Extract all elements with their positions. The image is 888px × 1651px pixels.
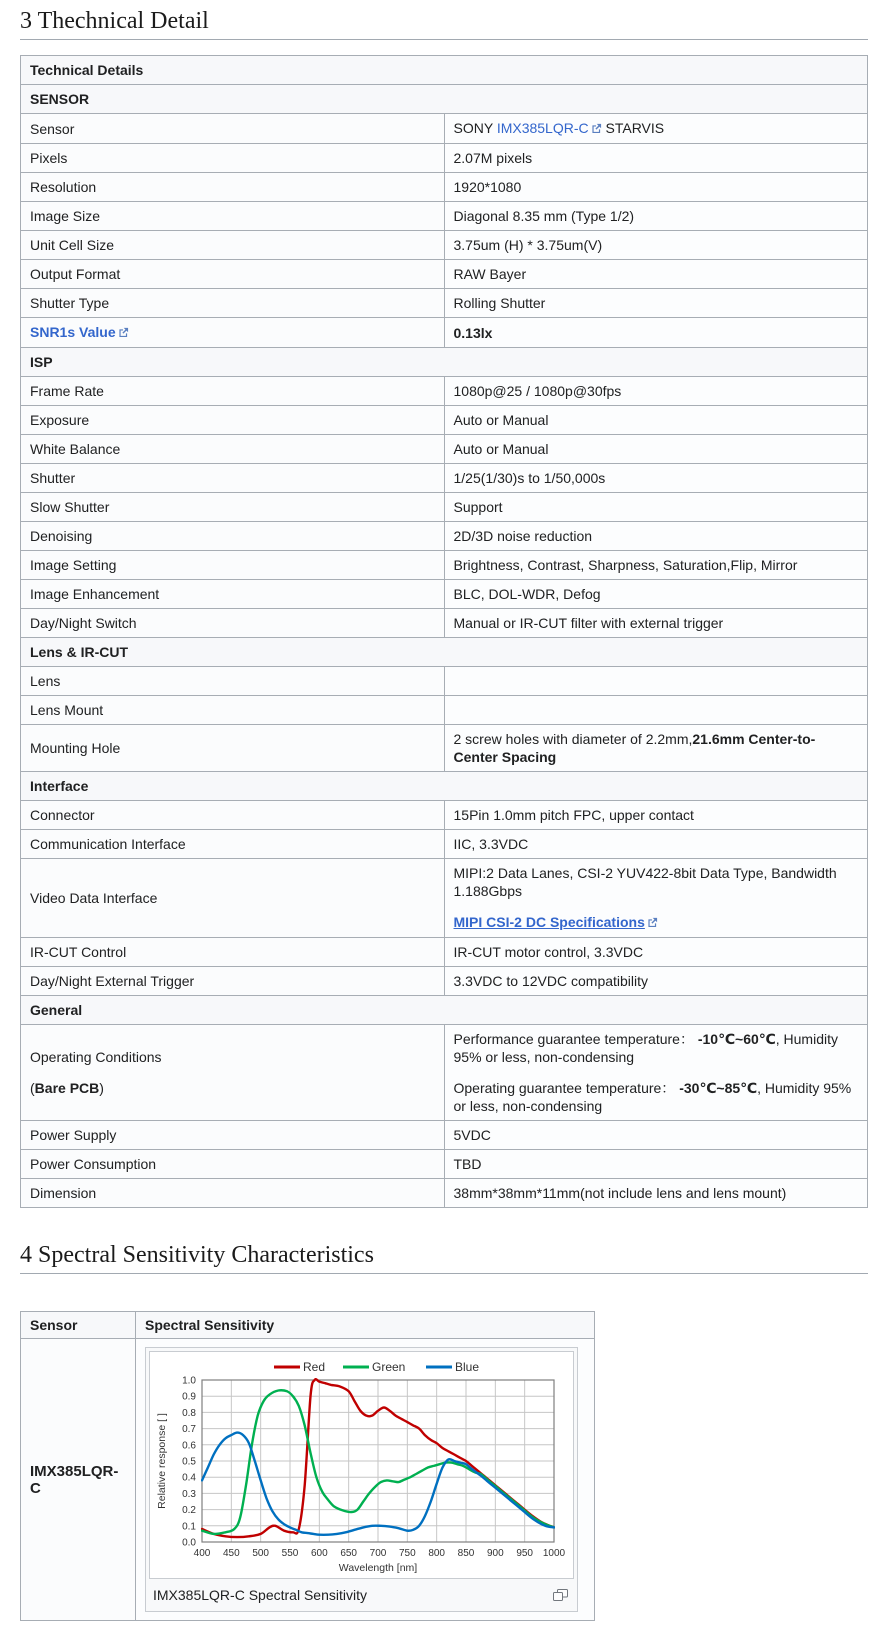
text-segment: Image Setting bbox=[30, 557, 117, 573]
row-label bbox=[21, 260, 445, 289]
text-segment: Auto or Manual bbox=[453, 412, 549, 428]
text-segment: Shutter bbox=[30, 470, 76, 486]
text-segment: 38mm*38mm*11mm(not include lens and lens mount) bbox=[453, 1185, 787, 1201]
row-value bbox=[444, 1179, 868, 1208]
svg-text:400: 400 bbox=[193, 1548, 211, 1559]
svg-text:500: 500 bbox=[252, 1548, 270, 1559]
row-label bbox=[21, 859, 445, 938]
section-header: SENSOR bbox=[21, 85, 868, 114]
text-segment: SONY bbox=[453, 120, 497, 136]
row-label bbox=[21, 725, 445, 772]
row-label bbox=[21, 667, 445, 696]
text-segment: Lens bbox=[30, 673, 61, 689]
text-segment: Rolling Shutter bbox=[453, 295, 546, 311]
table-row bbox=[21, 551, 868, 580]
table-row bbox=[21, 114, 868, 144]
svg-text:750: 750 bbox=[398, 1548, 416, 1559]
popup-windows-icon[interactable] bbox=[553, 1588, 568, 1604]
text-segment: Denoising bbox=[30, 528, 93, 544]
text-segment: Mounting Hole bbox=[30, 740, 121, 756]
table-row bbox=[21, 1121, 868, 1150]
row-value bbox=[444, 144, 868, 173]
text-segment: White Balance bbox=[30, 441, 121, 457]
section-header: ISP bbox=[21, 348, 868, 377]
text-segment: 15Pin 1.0mm pitch FPC, upper contact bbox=[453, 807, 694, 823]
row-value bbox=[444, 967, 868, 996]
table-row bbox=[21, 318, 868, 348]
text-segment: STARVIS bbox=[601, 120, 665, 136]
table-row bbox=[21, 173, 868, 202]
svg-text:Wavelength [nm]: Wavelength [nm] bbox=[338, 1562, 418, 1574]
row-label bbox=[21, 231, 445, 260]
text-segment: Support bbox=[453, 499, 503, 515]
table-row bbox=[21, 667, 868, 696]
text-segment: Pixels bbox=[30, 150, 68, 166]
row-value bbox=[444, 1025, 868, 1121]
external-link-icon bbox=[118, 324, 129, 342]
svg-text:600: 600 bbox=[310, 1548, 328, 1559]
svg-text:1000: 1000 bbox=[542, 1548, 566, 1559]
svg-text:0.1: 0.1 bbox=[182, 1521, 196, 1533]
section-header-row bbox=[21, 85, 868, 114]
text-segment: Exposure bbox=[30, 412, 90, 428]
table-header-row bbox=[21, 1312, 595, 1339]
svg-text:900: 900 bbox=[486, 1548, 504, 1559]
table-row bbox=[21, 967, 868, 996]
text-segment: Power Consumption bbox=[30, 1156, 157, 1172]
text-segment: 2.07M pixels bbox=[453, 150, 533, 166]
text-segment: Bare PCB bbox=[34, 1080, 100, 1096]
technical-details-table-body bbox=[21, 56, 868, 1208]
row-label bbox=[21, 202, 445, 231]
row-label bbox=[21, 801, 445, 830]
sensor-name: IMX385LQR-C bbox=[21, 1339, 136, 1621]
row-value bbox=[444, 493, 868, 522]
table-row bbox=[21, 609, 868, 638]
text-segment: ) bbox=[99, 1080, 104, 1096]
text-segment: Image Size bbox=[30, 208, 101, 224]
external-link-icon bbox=[647, 914, 658, 932]
text-segment: 21.6mm Center-to-Center Spacing bbox=[453, 731, 816, 765]
text-segment: Frame Rate bbox=[30, 383, 104, 399]
svg-text:650: 650 bbox=[340, 1548, 358, 1559]
table-row bbox=[21, 289, 868, 318]
text-segment: 3.75um (H) * 3.75um(V) bbox=[453, 237, 603, 253]
row-label bbox=[21, 1121, 445, 1150]
row-value bbox=[444, 1121, 868, 1150]
section-header-row bbox=[21, 772, 868, 801]
svg-text:850: 850 bbox=[457, 1548, 475, 1559]
link[interactable]: SNR1s Value bbox=[30, 324, 129, 340]
text-segment: IR-CUT motor control, 3.3VDC bbox=[453, 944, 644, 960]
chart-thumbnail-frame bbox=[145, 1347, 578, 1612]
row-value bbox=[444, 435, 868, 464]
svg-text:Blue: Blue bbox=[455, 1360, 480, 1374]
text-segment: Slow Shutter bbox=[30, 499, 110, 515]
row-label bbox=[21, 464, 445, 493]
text-segment: ( bbox=[30, 1080, 35, 1096]
row-label bbox=[21, 289, 445, 318]
section-header-row bbox=[21, 996, 868, 1025]
section-heading-spectral-sensitivity: 4 Spectral Sensitivity Characteristics bbox=[20, 1242, 868, 1274]
table-row bbox=[21, 725, 868, 772]
row-label bbox=[21, 1179, 445, 1208]
text-segment: , Humidity 95% or less, non-condensing bbox=[453, 1080, 852, 1114]
technical-details-table bbox=[20, 55, 868, 1208]
table-row bbox=[21, 1025, 868, 1121]
row-value bbox=[444, 202, 868, 231]
row-value bbox=[444, 406, 868, 435]
text-segment: Power Supply bbox=[30, 1127, 117, 1143]
table-row bbox=[21, 938, 868, 967]
svg-text:0.4: 0.4 bbox=[182, 1472, 196, 1484]
chart-cell bbox=[136, 1339, 595, 1621]
text-segment: , Humidity 95% or less, non-condensing bbox=[453, 1031, 838, 1065]
text-segment: IIC, 3.3VDC bbox=[453, 836, 529, 852]
text-segment: Image Enhancement bbox=[30, 586, 160, 602]
section-header: Interface bbox=[21, 772, 868, 801]
table-row bbox=[21, 1150, 868, 1179]
chart-caption bbox=[149, 1579, 574, 1608]
svg-text:Relative response [ ]: Relative response [ ] bbox=[156, 1413, 168, 1509]
text-segment: IR-CUT Control bbox=[30, 944, 127, 960]
text-segment: -10℃~60℃ bbox=[697, 1031, 776, 1047]
svg-text:Red: Red bbox=[303, 1360, 326, 1374]
row-label bbox=[21, 609, 445, 638]
row-value bbox=[444, 551, 868, 580]
row-value bbox=[444, 725, 868, 772]
row-value bbox=[444, 377, 868, 406]
row-label bbox=[21, 551, 445, 580]
svg-text:450: 450 bbox=[222, 1548, 240, 1559]
table-row bbox=[21, 696, 868, 725]
svg-text:0.8: 0.8 bbox=[182, 1407, 196, 1419]
caption-text: IMX385LQR-C Spectral Sensitivity bbox=[153, 1587, 367, 1603]
section-header: Lens & IR-CUT bbox=[21, 638, 868, 667]
table-row bbox=[21, 144, 868, 173]
text-segment: Unit Cell Size bbox=[30, 237, 115, 253]
svg-text:0.2: 0.2 bbox=[182, 1505, 196, 1517]
row-label bbox=[21, 1150, 445, 1179]
svg-text:0.7: 0.7 bbox=[182, 1424, 196, 1436]
row-label bbox=[21, 580, 445, 609]
text-segment: Lens Mount bbox=[30, 702, 104, 718]
row-label bbox=[21, 493, 445, 522]
text-segment: Dimension bbox=[30, 1185, 97, 1201]
svg-text:1.0: 1.0 bbox=[182, 1375, 196, 1387]
text-segment: Day/Night External Trigger bbox=[30, 973, 195, 989]
row-value bbox=[444, 173, 868, 202]
row-label bbox=[21, 522, 445, 551]
text-segment: Output Format bbox=[30, 266, 121, 282]
row-label bbox=[21, 144, 445, 173]
text-segment: 5VDC bbox=[453, 1127, 491, 1143]
column-header-spectral-sensitivity: Spectral Sensitivity bbox=[136, 1312, 595, 1339]
text-segment: Connector bbox=[30, 807, 95, 823]
row-value bbox=[444, 830, 868, 859]
table-row bbox=[21, 260, 868, 289]
svg-text:700: 700 bbox=[369, 1548, 387, 1559]
text-segment: TBD bbox=[453, 1156, 482, 1172]
text-segment: BLC, DOL-WDR, Defog bbox=[453, 586, 601, 602]
table-title-row bbox=[21, 56, 868, 85]
row-value bbox=[444, 289, 868, 318]
table-row bbox=[21, 202, 868, 231]
row-value bbox=[444, 522, 868, 551]
row-label bbox=[21, 377, 445, 406]
row-value bbox=[444, 464, 868, 493]
row-value bbox=[444, 231, 868, 260]
table-row bbox=[21, 580, 868, 609]
text-segment: Brightness, Contrast, Sharpness, Saturation,Flip, Mirror bbox=[453, 557, 798, 573]
text-segment: 2 screw holes with diameter of 2.2mm, bbox=[453, 731, 693, 747]
row-value bbox=[444, 1150, 868, 1179]
row-value bbox=[444, 609, 868, 638]
table-row bbox=[21, 522, 868, 551]
row-label bbox=[21, 173, 445, 202]
table-row bbox=[21, 406, 868, 435]
text-segment: Performance guarantee temperature： bbox=[453, 1031, 698, 1047]
text-segment: Auto or Manual bbox=[453, 441, 549, 457]
row-label bbox=[21, 406, 445, 435]
section-header-row bbox=[21, 348, 868, 377]
table-row bbox=[21, 1339, 595, 1621]
row-value bbox=[444, 801, 868, 830]
link[interactable]: IMX385LQR-C bbox=[497, 120, 602, 136]
table-row bbox=[21, 464, 868, 493]
table-row bbox=[21, 377, 868, 406]
svg-text:950: 950 bbox=[516, 1548, 534, 1559]
link[interactable]: MIPI CSI-2 DC Specifications bbox=[454, 914, 658, 930]
svg-text:800: 800 bbox=[428, 1548, 446, 1559]
text-segment: 3.3VDC to 12VDC compatibility bbox=[453, 973, 649, 989]
text-segment: 1/25(1/30)s to 1/50,000s bbox=[453, 470, 606, 486]
table-row bbox=[21, 801, 868, 830]
text-segment: -30℃~85℃ bbox=[679, 1080, 758, 1096]
section-heading-technical-detail: 3 Thechnical Detail bbox=[20, 8, 868, 40]
section-header-row bbox=[21, 638, 868, 667]
column-header-sensor: Sensor bbox=[21, 1312, 136, 1339]
row-value bbox=[444, 667, 868, 696]
text-segment: MIPI:2 Data Lanes, CSI-2 YUV422-8bit Data Type, Bandwidth 1.188Gbps bbox=[453, 865, 837, 899]
table-title: Technical Details bbox=[21, 56, 868, 85]
text-segment: Diagonal 8.35 mm (Type 1/2) bbox=[453, 208, 635, 224]
row-value bbox=[444, 260, 868, 289]
text-segment: Day/Night Switch bbox=[30, 615, 137, 631]
text-segment: RAW Bayer bbox=[453, 266, 527, 282]
text-segment: Operating Conditions bbox=[30, 1049, 162, 1065]
spectral-chart-image[interactable] bbox=[149, 1351, 574, 1579]
svg-text:0.5: 0.5 bbox=[182, 1456, 196, 1468]
table-row bbox=[21, 493, 868, 522]
svg-text:0.6: 0.6 bbox=[182, 1440, 196, 1452]
text-segment: 1080p@25 / 1080p@30fps bbox=[453, 383, 622, 399]
row-label bbox=[21, 1025, 445, 1121]
table-row bbox=[21, 1179, 868, 1208]
text-segment: Operating guarantee temperature： bbox=[453, 1080, 680, 1096]
svg-text:Green: Green bbox=[372, 1360, 406, 1374]
row-label bbox=[21, 830, 445, 859]
row-label bbox=[21, 696, 445, 725]
text-segment: 0.13lx bbox=[453, 324, 493, 341]
row-value bbox=[444, 938, 868, 967]
text-segment: Resolution bbox=[30, 179, 97, 195]
row-label bbox=[21, 967, 445, 996]
text-segment: Communication Interface bbox=[30, 836, 186, 852]
row-value bbox=[444, 580, 868, 609]
text-segment: 1920*1080 bbox=[453, 179, 522, 195]
table-row bbox=[21, 231, 868, 260]
svg-text:0.0: 0.0 bbox=[182, 1537, 196, 1549]
row-label bbox=[21, 938, 445, 967]
text-segment: Sensor bbox=[30, 120, 75, 137]
row-value bbox=[444, 318, 868, 348]
table-row bbox=[21, 830, 868, 859]
row-label bbox=[21, 435, 445, 464]
svg-text:0.9: 0.9 bbox=[182, 1391, 196, 1403]
row-value bbox=[444, 114, 868, 144]
row-value bbox=[444, 696, 868, 725]
row-value bbox=[444, 859, 868, 938]
table-row bbox=[21, 435, 868, 464]
svg-text:0.3: 0.3 bbox=[182, 1488, 196, 1500]
row-label bbox=[21, 114, 445, 144]
table-row bbox=[21, 859, 868, 938]
text-segment: 2D/3D noise reduction bbox=[453, 528, 593, 544]
text-segment: Video Data Interface bbox=[30, 890, 158, 906]
section-header: General bbox=[21, 996, 868, 1025]
row-label bbox=[21, 318, 445, 348]
svg-text:550: 550 bbox=[281, 1548, 299, 1559]
external-link-icon bbox=[591, 120, 602, 138]
spectral-sensitivity-chart bbox=[152, 1354, 569, 1576]
text-segment: Shutter Type bbox=[30, 295, 110, 311]
spectral-sensitivity-table bbox=[20, 1311, 595, 1621]
text-segment: Manual or IR-CUT filter with external trigger bbox=[453, 615, 724, 631]
